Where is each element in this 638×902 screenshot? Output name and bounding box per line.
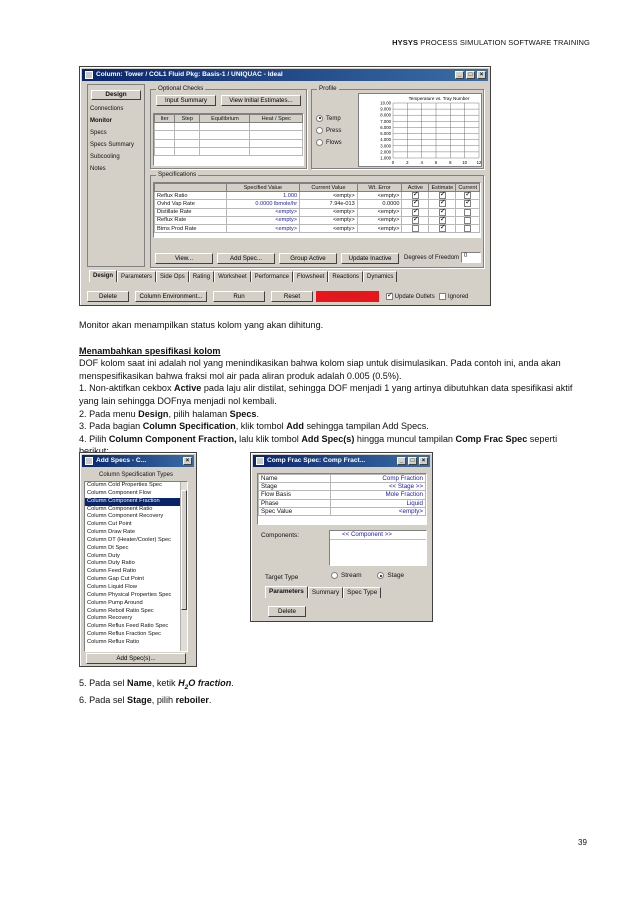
tab-performance[interactable]: Performance <box>251 271 293 282</box>
monitor-line: Monitor akan menampilkan status kolom yang akan dihitung. <box>79 320 324 330</box>
nav-item-specs-summary[interactable]: Specs Summary <box>90 142 135 148</box>
step-4-text: 4. Pilih <box>79 433 109 444</box>
spec-error-cell: <empty> <box>357 208 402 216</box>
profile-x-ticks <box>392 160 482 165</box>
step-3-bold-add: Add <box>286 421 304 432</box>
close-icon[interactable]: × <box>419 457 428 465</box>
spec-types-list[interactable] <box>84 481 188 652</box>
spec-current-cell: <empty> <box>300 216 358 224</box>
spec-current-flag-cell[interactable] <box>456 208 480 216</box>
iter-col-header: Iter <box>155 115 175 123</box>
comp-frac-titlebar <box>253 455 430 467</box>
target-option-stream-label: Stream <box>341 572 362 580</box>
delete-button[interactable]: Delete <box>268 606 306 617</box>
update-inactive-button[interactable]: Update Inactive <box>341 253 399 264</box>
step-4-text-mid2: hingga muncul tampilan <box>354 433 456 444</box>
y-tick-label: 2.000 <box>380 149 391 155</box>
spec-name-cell[interactable]: Ovhd Vap Rate <box>155 200 227 208</box>
target-option-stage-label: Stage <box>387 572 405 580</box>
spec-current-cell: 7.94e-013 <box>300 200 358 208</box>
step-5-text-mid: , ketik <box>151 678 179 688</box>
equilibrium-col-header: Equilibrium <box>200 115 250 123</box>
close-icon[interactable]: × <box>183 457 192 465</box>
column-window <box>79 66 491 306</box>
x-tick-label: 10 <box>462 160 468 165</box>
tab-parameters[interactable]: Parameters <box>117 271 156 282</box>
field-label-name: Name <box>259 475 331 483</box>
spec-type-item[interactable]: Column Component Fraction <box>85 498 187 506</box>
header-title: PROCESS SIMULATION SOFTWARE TRAINING <box>418 38 590 47</box>
step-3-text: 3. Pada bagian <box>79 421 143 432</box>
spec-table <box>153 182 481 238</box>
add-specs-button[interactable]: Add Spec(s)... <box>86 653 186 664</box>
tab-worksheet[interactable]: Worksheet <box>214 271 251 282</box>
step-2-bold-specs: Specs <box>229 408 257 419</box>
reset-button[interactable]: Reset <box>271 291 313 302</box>
step-6 <box>79 694 589 707</box>
step-5-h: H <box>178 678 185 688</box>
optional-checks-group <box>150 85 307 169</box>
current-checkbox[interactable] <box>464 209 471 216</box>
spec-row[interactable] <box>155 208 480 216</box>
spec-type-item[interactable]: Column Cut Point <box>87 521 132 528</box>
y-tick-label: 6.000 <box>380 124 391 130</box>
spec-type-item[interactable]: Column DT (Heater/Cooler) Spec <box>87 536 171 543</box>
spec-col-active: Active <box>402 184 429 192</box>
spec-current-flag-cell[interactable] <box>456 224 480 232</box>
comp-frac-title: Comp Frac Spec: Comp Fract... <box>267 457 366 464</box>
tab-rating[interactable]: Rating <box>189 271 214 282</box>
radio-icon[interactable] <box>316 115 323 122</box>
step-6-text-mid: , pilih <box>151 695 176 706</box>
profile-option-press-label: Press <box>326 128 342 134</box>
degrees-of-freedom-label: Degrees of Freedom <box>404 255 460 261</box>
step-6-bold-stage: Stage <box>127 695 152 706</box>
spec-error-cell: 0.0000 <box>357 200 402 208</box>
nav-item-monitor[interactable]: Monitor <box>90 118 112 124</box>
spec-estimate-cell[interactable] <box>429 224 456 232</box>
field-row-flow-basis[interactable] <box>259 491 426 499</box>
x-tick-label: 2 <box>406 160 409 165</box>
spec-grid <box>154 183 480 233</box>
spec-error-cell: <empty> <box>357 224 402 232</box>
field-row-phase[interactable] <box>259 499 426 507</box>
target-option-stage[interactable] <box>377 572 404 579</box>
spec-type-item[interactable]: Column Draw Rate <box>87 529 136 536</box>
field-row-spec-value[interactable] <box>259 507 426 515</box>
field-value-spec-value[interactable]: <empty> <box>331 507 426 515</box>
spec-error-cell: <empty> <box>357 216 402 224</box>
step-1-bold: Active <box>174 383 202 394</box>
spec-type-item[interactable]: Column Dt Spec <box>87 544 129 551</box>
spec-current-cell: <empty> <box>300 208 358 216</box>
field-label-flow-basis: Flow Basis <box>259 491 331 499</box>
profile-option-temp-label: Temp <box>326 116 341 122</box>
design-nav-panel <box>87 84 145 267</box>
step-2-text-mid: , pilih halaman <box>168 408 230 419</box>
profile-chart-svg <box>359 94 483 168</box>
spec-name-cell[interactable]: Reflux Rate <box>155 216 227 224</box>
step-1-text: 1. Non-aktifkan cekbox <box>79 383 175 394</box>
input-summary-button[interactable]: Input Summary <box>156 95 216 106</box>
spec-error-cell: <empty> <box>357 192 402 200</box>
spec-type-item[interactable]: Column Recovery <box>87 615 133 622</box>
profile-option-flows[interactable] <box>316 137 342 149</box>
spec-specified-cell[interactable]: <empty> <box>226 224 300 232</box>
comp-frac-fields <box>257 473 427 525</box>
group-active-button[interactable]: Group Active <box>279 253 337 264</box>
spec-specified-cell[interactable]: <empty> <box>226 216 300 224</box>
step-4-bold-addspecs: Add Spec(s) <box>301 433 355 444</box>
components-list[interactable] <box>329 530 427 566</box>
y-tick-label: 3.000 <box>380 143 391 149</box>
window-app-icon <box>256 457 264 465</box>
spec-name-cell[interactable]: Reflux Ratio <box>155 192 227 200</box>
field-value-stage[interactable]: << Stage >> <box>331 483 426 491</box>
spec-row[interactable] <box>155 200 480 208</box>
step-col-header: Step <box>175 115 200 123</box>
spec-col-current-flag: Current <box>456 184 480 192</box>
spec-active-cell[interactable] <box>402 216 429 224</box>
window-app-icon <box>85 71 93 79</box>
step-1-text-end: pada laju alir distilat, sehingga DOF menjadi 1 yang artinya dibutuhkan data spesifikasi aktif yang lain sehingga DOFnya menjadi nol kembali. <box>79 383 573 406</box>
spec-col-specified: Specified Value <box>226 184 300 192</box>
spec-row[interactable] <box>155 224 480 232</box>
nav-item-subcooling[interactable]: Subcooling <box>90 154 120 160</box>
profile-options <box>316 113 342 149</box>
spec-row[interactable] <box>155 216 480 224</box>
spec-type-item[interactable]: Column Reboil Ratio Spec <box>87 607 154 614</box>
column-environment-button[interactable]: Column Environment... <box>135 291 207 302</box>
spec-current-cell: <empty> <box>300 192 358 200</box>
profile-option-flows-label: Flows <box>326 140 342 146</box>
x-tick-label: 6 <box>434 160 438 165</box>
add-specs-title: Add Specs - C... <box>96 457 147 464</box>
step-5-text: 5. Pada sel <box>79 678 128 688</box>
x-tick-label: 8 <box>449 160 452 165</box>
tab-spec-type[interactable]: Spec Type <box>343 587 381 598</box>
spec-type-item[interactable]: Column Liquid Flow <box>87 583 137 590</box>
step-4-text-mid: lalu klik tombol <box>236 433 302 444</box>
spec-type-item[interactable]: Column Component Ratio <box>87 505 153 512</box>
page-header <box>392 38 590 47</box>
step-6-text-end: . <box>208 695 212 706</box>
target-type-options <box>331 572 404 579</box>
run-button[interactable]: Run <box>213 291 265 302</box>
paragraph-dof: DOF kolom saat ini adalah nol yang menindikasikan bahwa kolom siap untuk disimulasikan. Pada contoh ini, anda akan menspesifikasikan bahwa fraksi mol air pada aliran produk adalah 0.005 (0.5%). <box>79 358 561 381</box>
profile-option-press[interactable] <box>316 125 342 137</box>
iteration-grid <box>154 114 303 156</box>
column-window-title: Column: Tower / COL1 Fluid Pkg: Basis-1 / UNIQUAC - Ideal <box>96 71 283 78</box>
step-4-bold-ccf: Column Component Fraction, <box>108 433 237 444</box>
tab-design[interactable]: Design <box>89 270 117 282</box>
column-window-titlebar <box>82 69 488 81</box>
tab-reactions[interactable]: Reactions <box>328 271 363 282</box>
add-specs-titlebar <box>82 455 194 467</box>
spec-specified-cell[interactable]: 1.000 <box>226 192 300 200</box>
degrees-of-freedom-value: 0 <box>461 252 481 263</box>
profile-y-ticks <box>380 101 391 161</box>
target-type-label: Target Type <box>265 574 299 581</box>
step-5-subscript: 2 <box>184 683 189 691</box>
step-6-text: 6. Pada sel <box>79 695 128 706</box>
iteration-table <box>153 113 304 166</box>
heat-spec-col-header: Heat / Spec <box>250 115 303 123</box>
field-value-name[interactable]: Comp Fraction <box>331 475 426 483</box>
step-2-bold-design: Design <box>138 408 169 419</box>
nav-item-connections[interactable]: Connections <box>90 106 124 112</box>
spec-col-estimate: Estimate <box>429 184 456 192</box>
profile-chart <box>358 93 482 167</box>
y-tick-label: 1.000 <box>380 155 391 161</box>
component-placeholder[interactable]: << Component >> <box>330 531 426 540</box>
close-icon[interactable]: × <box>477 71 486 79</box>
maximize-icon[interactable]: □ <box>408 457 417 465</box>
current-checkbox[interactable] <box>464 200 471 207</box>
update-outlets-label: Update Outlets <box>394 294 435 301</box>
field-value-flow-basis[interactable]: Mole Fraction <box>331 491 426 499</box>
active-checkbox[interactable] <box>412 225 419 232</box>
step-3-text-mid: , klik tombol <box>235 421 287 432</box>
specifications-label: Specifications <box>158 171 197 178</box>
specifications-group <box>150 171 484 268</box>
step-2-text: 2. Pada menu <box>79 408 139 419</box>
spec-col-name <box>155 184 227 192</box>
spec-type-item[interactable]: Column Component Recovery <box>87 513 164 520</box>
spec-col-current: Current Value <box>300 184 358 192</box>
view-button[interactable]: View... <box>155 253 213 264</box>
step-4-text-end: seperti <box>529 433 558 444</box>
estimate-checkbox[interactable] <box>439 225 446 232</box>
delete-button[interactable]: Delete <box>87 291 129 302</box>
spec-type-item[interactable]: Column Reflux Ratio <box>87 638 140 645</box>
window-app-icon <box>85 457 93 465</box>
profile-grid <box>393 103 479 158</box>
tab-side-ops[interactable]: Side Ops <box>156 271 189 282</box>
x-tick-label: 0 <box>391 160 395 165</box>
radio-icon[interactable] <box>316 139 323 146</box>
scrollbar-thumb[interactable] <box>181 490 187 610</box>
update-outlets-option[interactable] <box>386 293 468 300</box>
profile-chart-title: Temperature vs. Tray Number <box>408 96 470 101</box>
nav-item-notes[interactable]: Notes <box>90 166 106 172</box>
field-row-stage[interactable] <box>259 483 426 491</box>
field-row-name[interactable] <box>259 475 426 483</box>
tab-parameters[interactable]: Parameters <box>265 586 308 598</box>
spec-type-item[interactable]: Column Duty <box>87 552 120 559</box>
spec-name-cell[interactable]: Distillate Rate <box>155 208 227 216</box>
spec-row[interactable] <box>155 192 480 200</box>
status-bar: Unconverged <box>316 291 379 302</box>
field-label-spec-value: Spec Value <box>259 507 331 515</box>
list-scrollbar[interactable] <box>180 482 187 651</box>
minimize-icon[interactable]: _ <box>455 71 464 79</box>
column-tabs <box>89 270 397 282</box>
section-title: Menambahkan spesifikasi kolom <box>79 345 221 356</box>
spec-type-item[interactable]: Column Pump Around <box>87 599 143 606</box>
field-label-phase: Phase <box>259 499 331 507</box>
current-checkbox[interactable] <box>464 225 471 232</box>
tab-flowsheet[interactable]: Flowsheet <box>293 271 328 282</box>
spec-name-cell[interactable]: Btms Prod Rate <box>155 224 227 232</box>
minimize-icon[interactable]: _ <box>397 457 406 465</box>
spec-type-item[interactable]: Column Component Flow <box>87 489 152 496</box>
profile-label: Profile <box>319 85 337 92</box>
tab-dynamics[interactable]: Dynamics <box>363 271 397 282</box>
comp-frac-spec-window <box>250 452 433 622</box>
spec-type-item[interactable]: Column Reflux Feed Ratio Spec <box>87 623 169 630</box>
step-3-bold-colspec: Column Specification <box>142 421 236 432</box>
step-6-bold-reboiler: reboiler <box>175 695 209 706</box>
add-spec-button[interactable]: Add Spec... <box>217 253 275 264</box>
current-checkbox[interactable] <box>464 217 471 224</box>
y-tick-label: 7.000 <box>380 118 391 124</box>
step-4-bold-compfrac: Comp Frac Spec <box>455 433 528 444</box>
spec-specified-cell[interactable]: 0.0000 lbmole/hr <box>226 200 300 208</box>
spec-type-item[interactable]: Column Physical Properties Spec <box>87 591 172 598</box>
step-5-o-fraction: O fraction <box>188 678 232 688</box>
nav-heading: Design <box>91 90 141 100</box>
step-1 <box>79 382 589 407</box>
page-number: 39 <box>578 838 587 847</box>
spec-specified-cell[interactable]: <empty> <box>226 208 300 216</box>
comp-frac-grid <box>258 474 426 516</box>
x-tick-label: 12 <box>476 160 482 165</box>
radio-icon[interactable] <box>316 127 323 134</box>
spec-type-item[interactable]: Column Feed Ratio <box>87 568 136 575</box>
step-3-text-end: sehingga tampilan Add Specs. <box>303 421 429 432</box>
spec-types-header: Column Specification Types <box>99 472 173 478</box>
step-5-bold-name: Name <box>127 678 152 688</box>
spec-type-item[interactable]: Column Duty Ratio <box>87 560 135 567</box>
radio-icon[interactable] <box>377 572 384 579</box>
active-checkbox[interactable] <box>412 217 419 224</box>
spec-type-item[interactable]: Column Cold Properties Spec <box>87 482 162 488</box>
header-brand: HYSYS <box>392 38 419 47</box>
instruction-text-block-2 <box>79 677 589 707</box>
components-label: Components: <box>261 532 300 539</box>
spec-current-flag-cell[interactable] <box>456 200 480 208</box>
nav-item-specs[interactable]: Specs <box>90 130 107 136</box>
y-tick-label: 5.000 <box>380 131 391 137</box>
y-tick-label: 10.00 <box>380 100 391 106</box>
step-5 <box>79 677 589 694</box>
y-tick-label: 4.000 <box>380 137 391 143</box>
spec-current-flag-cell[interactable] <box>456 216 480 224</box>
spec-active-cell[interactable] <box>402 224 429 232</box>
ignored-checkbox[interactable] <box>439 293 446 300</box>
spec-type-item[interactable]: Column Reflux Fraction Spec <box>87 631 161 638</box>
add-specs-window <box>79 452 197 667</box>
profile-option-temp[interactable] <box>316 113 342 125</box>
comp-frac-tabs <box>265 586 381 598</box>
step-2 <box>79 408 589 421</box>
spec-current-cell: <empty> <box>300 224 358 232</box>
x-tick-label: 4 <box>420 160 423 165</box>
tab-summary[interactable]: Summary <box>308 587 343 598</box>
step-5-text-end: . <box>231 678 234 688</box>
maximize-icon[interactable]: □ <box>466 71 475 79</box>
step-3 <box>79 420 589 433</box>
step-2-text-end: . <box>256 408 259 419</box>
field-value-phase[interactable]: Liquid <box>331 499 426 507</box>
y-tick-label: 9.000 <box>380 106 391 112</box>
update-outlets-checkbox[interactable] <box>386 293 393 300</box>
ignored-label: Ignored <box>448 294 469 301</box>
view-initial-estimates-button[interactable]: View Initial Estimates... <box>221 95 301 106</box>
radio-icon[interactable] <box>331 572 338 579</box>
spec-col-error: Wt. Error <box>357 184 402 192</box>
y-tick-label: 8.000 <box>380 112 391 118</box>
target-option-stream[interactable] <box>331 572 362 579</box>
field-label-stage: Stage <box>259 483 331 491</box>
profile-group <box>311 85 484 169</box>
spec-type-item[interactable]: Column Gap Cut Point <box>87 576 144 583</box>
instruction-text-block <box>79 319 589 458</box>
optional-checks-label: Optional Checks <box>158 85 204 92</box>
